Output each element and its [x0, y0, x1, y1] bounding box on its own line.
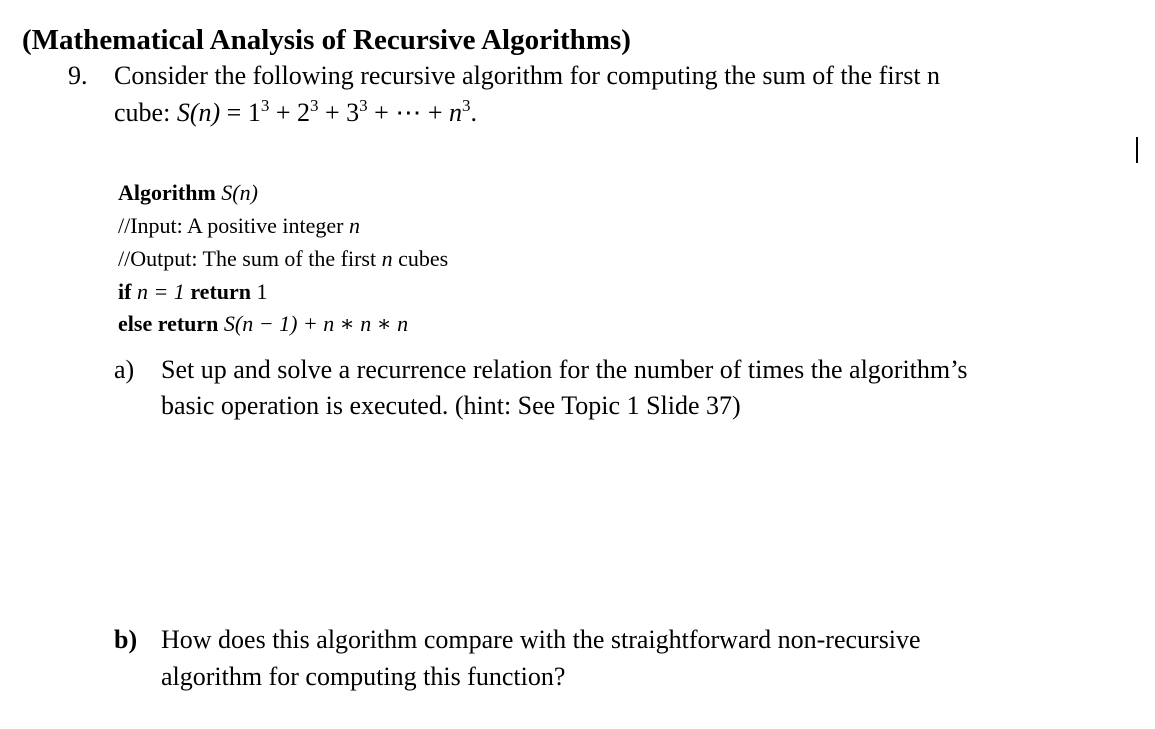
- algorithm-title: [118, 182, 258, 204]
- formula-period: .: [470, 98, 477, 127]
- algorithm-if-condition: n = 1: [131, 279, 191, 304]
- part-b-label: b): [114, 625, 138, 654]
- algorithm-return-keyword: return: [190, 279, 252, 304]
- formula-plus-2: +: [318, 98, 347, 127]
- formula-term-3: 3: [346, 98, 360, 127]
- part-b-text-line2: algorithm for computing this function?: [161, 662, 566, 691]
- question-text-line1: Consider the following recursive algorithm for computing the sum of the first n: [114, 61, 941, 90]
- algorithm-output-suffix: cubes: [392, 246, 449, 271]
- formula-lhs: S(n): [176, 98, 221, 127]
- algorithm-else-line: [118, 313, 408, 335]
- section-heading: (Mathematical Analysis of Recursive Algorithms): [22, 24, 631, 56]
- question-text-cube-prefix: cube:: [114, 98, 177, 127]
- algorithm-else-keyword: else return: [118, 311, 219, 336]
- formula-term-2: 2: [296, 98, 310, 127]
- algorithm-else-expression: S(n − 1) + n ∗ n ∗ n: [218, 311, 409, 336]
- algorithm-input-var: n: [348, 213, 360, 238]
- question-text-line2: [114, 98, 477, 128]
- algorithm-input-text: //Input: A positive integer: [118, 213, 349, 238]
- algorithm-output-comment: [118, 248, 448, 270]
- formula-equals: =: [220, 98, 248, 127]
- part-a-text-line1: Set up and solve a recurrence relation for the number of times the algorithm’s: [161, 355, 968, 384]
- formula-exp-n: 3: [462, 96, 471, 115]
- formula-plus-1: +: [269, 98, 297, 127]
- algorithm-input-comment: [118, 215, 360, 237]
- formula-exp-3: 3: [359, 96, 368, 115]
- formula-term-1: 1: [247, 98, 261, 127]
- part-a-label: a): [114, 355, 135, 384]
- formula-ellipsis: ⋯: [395, 98, 422, 127]
- part-b-text-line1: How does this algorithm compare with the straightforward non-recursive: [161, 625, 921, 654]
- question-number: 9.: [68, 61, 88, 90]
- text-cursor: [1136, 137, 1138, 163]
- algorithm-output-var: n: [381, 246, 393, 271]
- algorithm-if-keyword: if: [118, 279, 132, 304]
- part-a-text-line2: basic operation is executed. (hint: See Topic 1 Slide 37): [161, 391, 741, 420]
- formula-term-n: n: [449, 98, 462, 127]
- algorithm-signature: S(n): [221, 180, 258, 205]
- formula-plus-3: +: [367, 98, 396, 127]
- algorithm-if-line: [118, 281, 268, 303]
- formula-plus-4: +: [421, 98, 449, 127]
- algorithm-output-text: //Output: The sum of the first: [118, 246, 382, 271]
- formula-exp-1: 3: [260, 96, 270, 115]
- algorithm-if-value: 1: [251, 279, 268, 304]
- algorithm-keyword: Algorithm: [118, 180, 216, 205]
- formula-exp-2: 3: [309, 96, 319, 115]
